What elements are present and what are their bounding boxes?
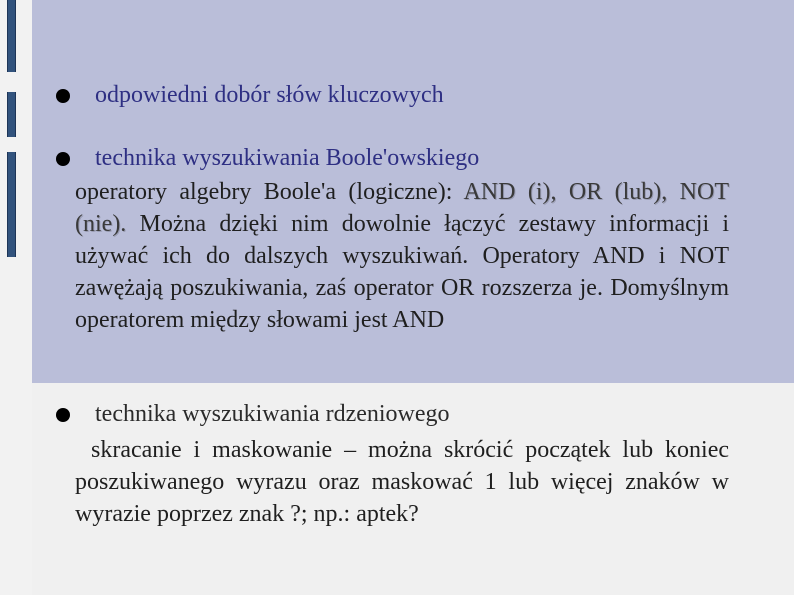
bullet-heading: technika wyszukiwania Boole'owskiego <box>95 145 480 171</box>
slide-left-margin <box>0 0 32 595</box>
decorative-accent-bar-lower <box>7 152 16 257</box>
bullet-item-stem-search <box>56 401 450 428</box>
paragraph-text: skracanie i maskowanie – można skrócić początek lub koniec poszukiwanego wyrazu oraz maskować 1 lub więcej znaków w wyrazie poprzez znak ?; np.: aptek? <box>75 437 729 527</box>
paragraph-text: Można dzięki nim dowolnie łączyć zestawy informacji i używać ich do dalszych wyszukiwań. Operatory AND i NOT zawężają poszukiwania, zaś operator OR rozszerza je. Domyślnym operatorem między słowami jest AND <box>75 211 729 333</box>
bullet-paragraph-stem <box>75 434 729 530</box>
paragraph-emphasized-operators: AND (i), OR (lub), NOT (nie). <box>75 179 729 237</box>
bullet-dot-icon <box>56 408 70 422</box>
bullet-heading: technika wyszukiwania rdzeniowego <box>95 401 450 427</box>
paragraph-text: operatory algebry Boole'a (logiczne): <box>75 179 464 205</box>
bullet-heading: odpowiedni dobór słów kluczowych <box>95 82 444 108</box>
bullet-item-keyword-selection <box>56 82 444 109</box>
decorative-accent-bar-top <box>7 0 16 72</box>
decorative-accent-bar-middle <box>7 92 16 137</box>
bullet-paragraph-boolean <box>75 176 729 336</box>
bullet-dot-icon <box>56 152 70 166</box>
bullet-dot-icon <box>56 89 70 103</box>
bullet-item-boolean-search <box>56 145 479 172</box>
